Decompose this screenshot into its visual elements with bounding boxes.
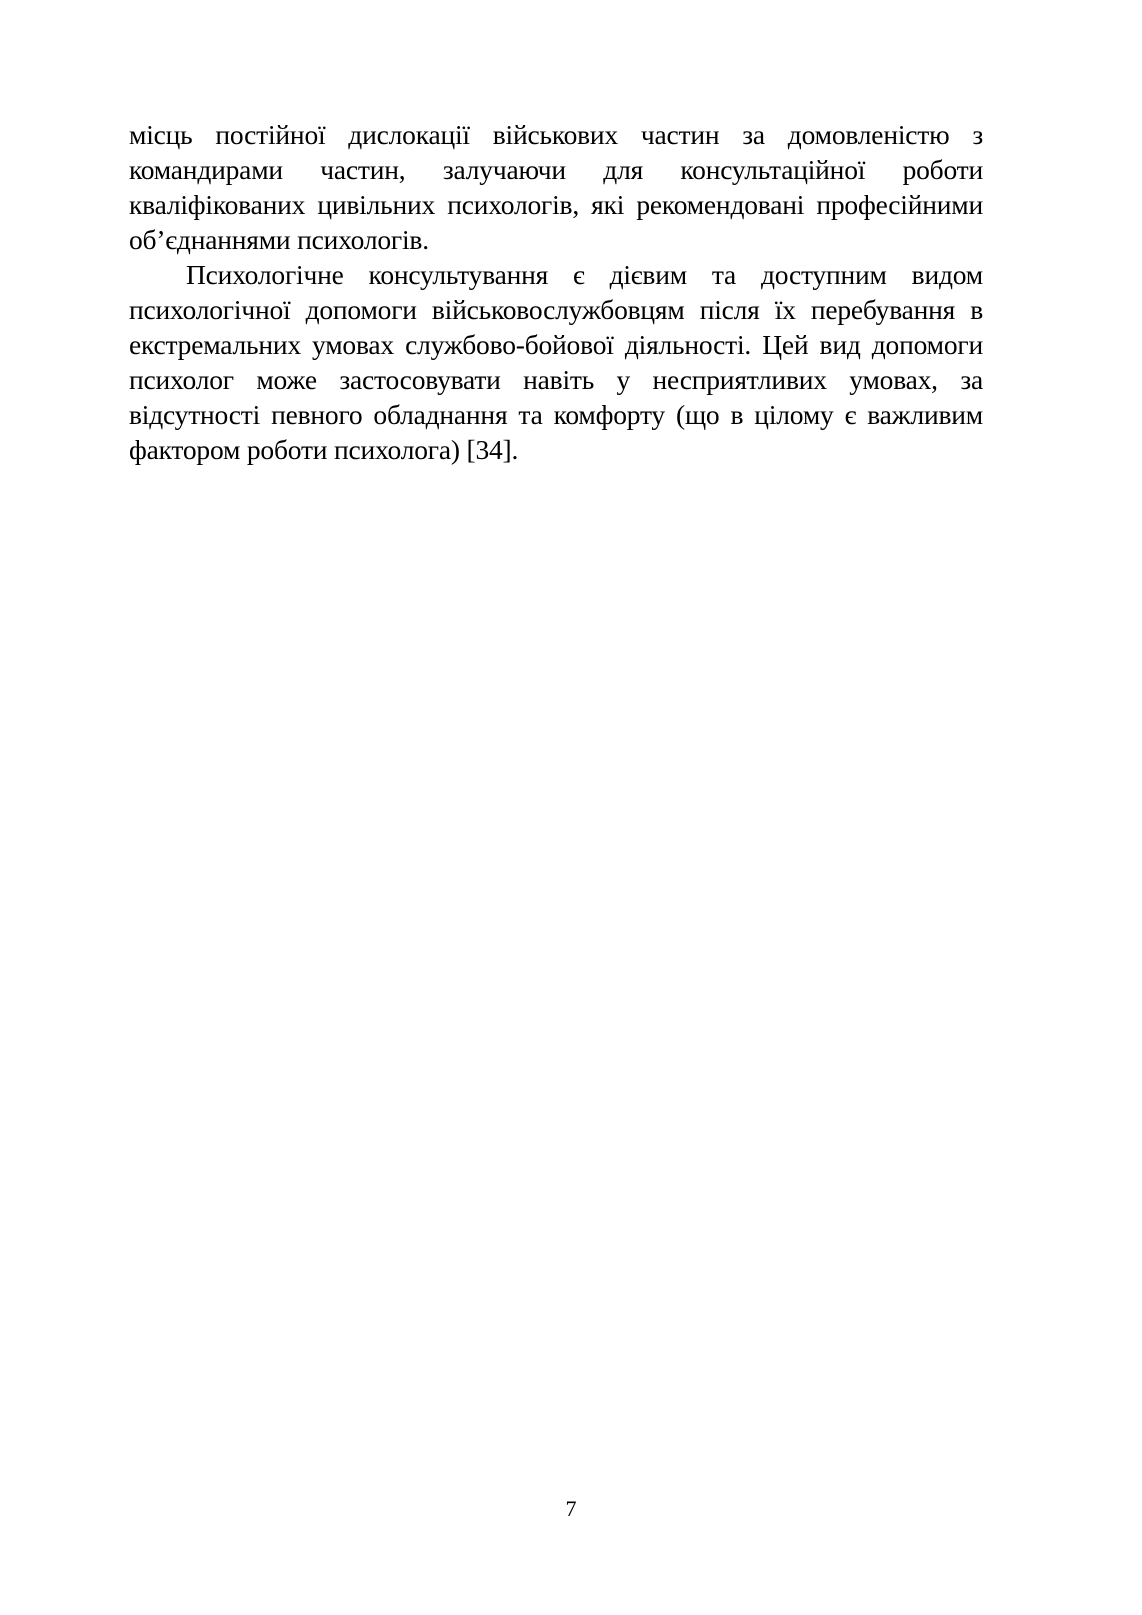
body-text bbox=[129, 117, 983, 467]
paragraph-continuation: місць постійної дислокації військових частин за домовленістю з командирами частин, залучаючи для консультаційної роботи кваліфікованих цивільних психологів, які рекомендовані професійними об’єднаннями психологів. bbox=[129, 119, 983, 255]
paragraph-psychological-counseling: Психологічне консультування є дієвим та доступним видом психологічної допомоги військовослужбовцям після їх перебування в екстремальних умовах службово-бойової діяльності. Цей вид допомоги психолог може застосовувати навіть у несприятливих умовах, за відсутності певного обладнання та комфорту (що в цілому є важливим фактором роботи психолога) [34]. bbox=[129, 259, 983, 465]
page-number: 7 bbox=[565, 1496, 577, 1521]
